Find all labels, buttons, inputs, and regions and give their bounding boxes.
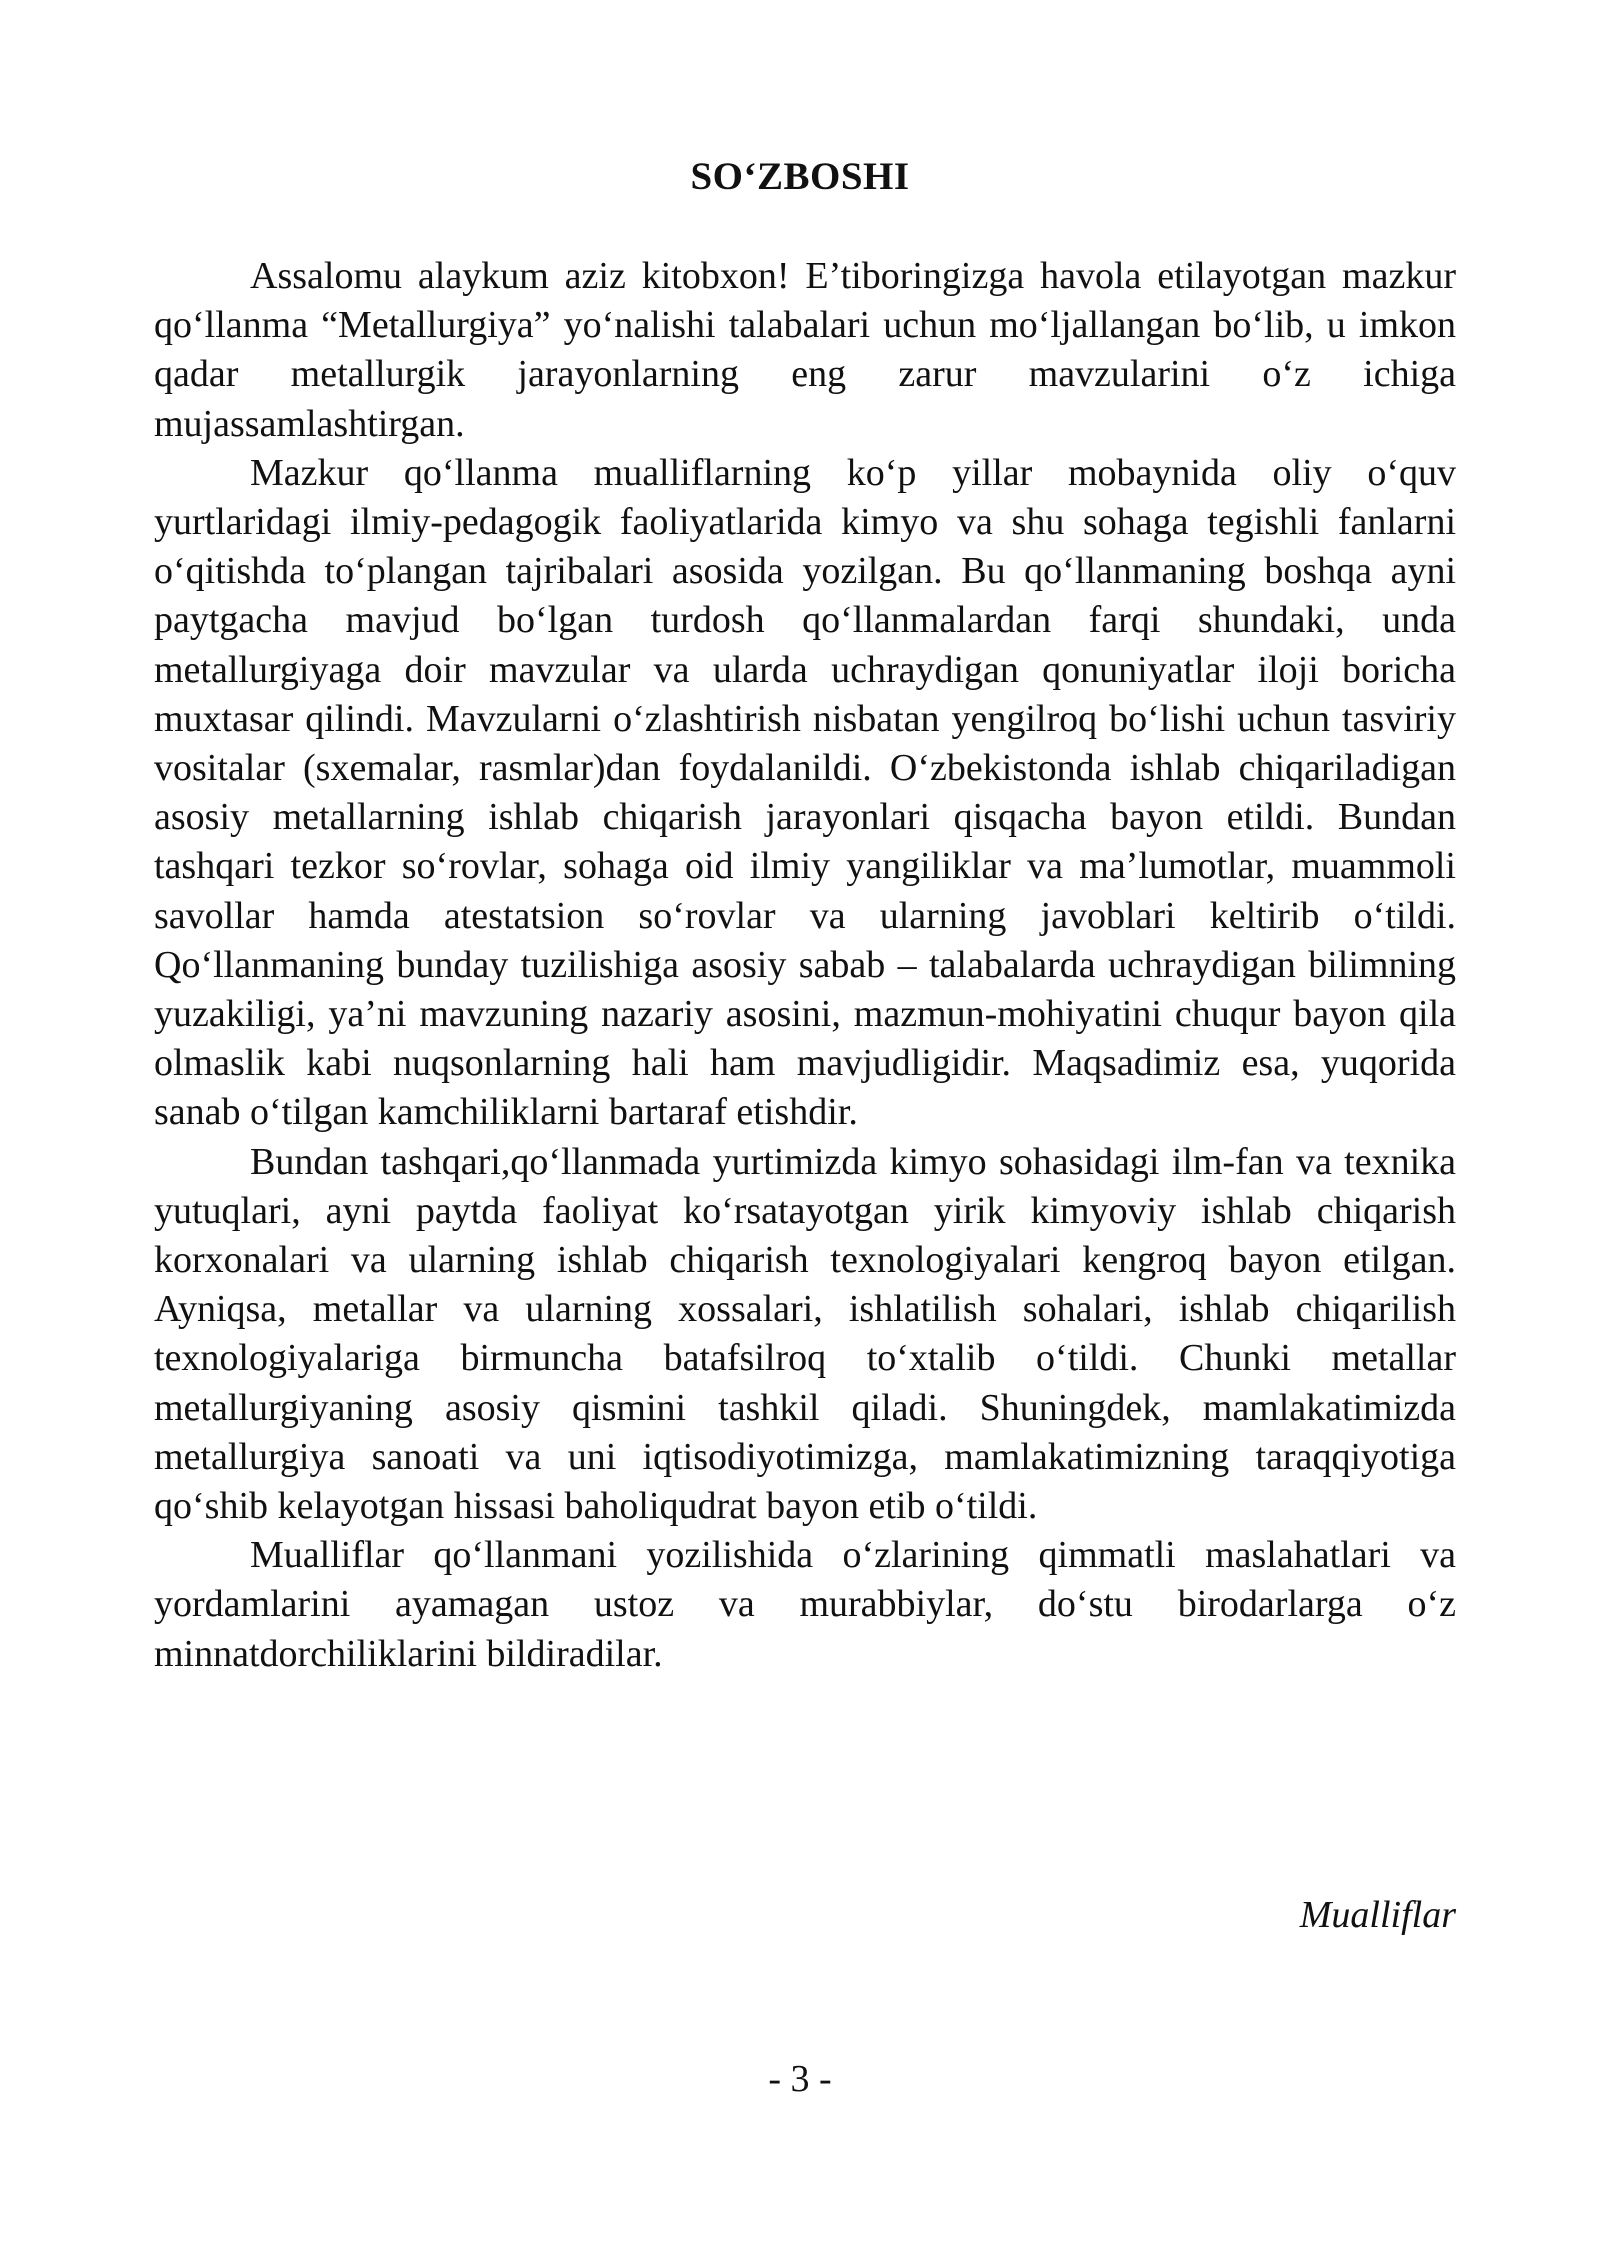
paragraph-1: Assalomu alaykum aziz kitobxon! E’tiboringizga havola etilayotgan mazkur qo‘llanma “Metallurgiya” yo‘nalishi talabalari uchun mo‘ljallangan bo‘lib, u imkon qadar metallurgik jarayonlarning eng zarur mavzularini o‘z ichiga mujassamlashtirgan.: [154, 255, 1456, 445]
paragraph-2: Mazkur qo‘llanma mualliflarning ko‘p yillar mobaynida oliy o‘quv yurtlaridagi ilmiy-pedagogik faoliyatlarida kimyo va shu sohaga tegishli fanlarni o‘qitishda to‘plangan tajribalari asosida yozilgan. Bu qo‘llanmaning boshqa ayni paytgacha mavjud bo‘lgan turdosh qo‘llanmalardan farqi shundaki, unda metallurgiyaga doir mavzular va ularda uchraydigan qonuniyatlar iloji boricha muxtasar qilindi. Mavzularni o‘zlashtirish nisbatan yengilroq bo‘lishi uchun tasviriy vositalar (sxemalar, rasmlar)dan foydalanildi. O‘zbekistonda ishlab chiqariladigan asosiy metallarning ishlab chiqarish jarayonlari qisqacha bayon etildi. Bundan tashqari tezkor so‘rovlar, sohaga oid ilmiy yangiliklar va ma’lumotlar, muammoli savollar hamda atestatsion so‘rovlar va ularning javoblari keltirib o‘tildi. Qo‘llanmaning bunday tuzilishiga asosiy sabab – talabalarda uchraydigan bilimning yuzakiligi, ya’ni mavzuning nazariy asosini, mazmun-mohiyatini chuqur bayon qila olmaslik kabi nuqsonlarning hali ham mavjudligidir. Maqsadimiz esa, yuqorida sanab o‘tilgan kamchiliklarni bartaraf etishdir.: [154, 451, 1456, 1134]
paragraph-4: Mualliflar qo‘llanmani yozilishida o‘zlarining qimmatli maslahatlari va yordamlarini ayamagan ustoz va murabbiylar, do‘stu birodarlarga o‘z minnatdorchiliklarini bildiradilar.: [154, 1534, 1456, 1675]
page-title: SO‘ZBOSHI: [690, 155, 910, 198]
body-text: [154, 252, 1456, 1679]
page-number: - 3 -: [768, 2058, 832, 2100]
signature: Mualliflar: [1299, 1894, 1456, 1936]
paragraph-3: Bundan tashqari,qo‘llanmada yurtimizda kimyo sohasidagi ilm-fan va texnika yutuqlari, ayni paytda faoliyat ko‘rsatayotgan yirik kimyoviy ishlab chiqarish korxonalari va ularning ishlab chiqarish texnologiyalari kengroq bayon etilgan. Ayniqsa, metallar va ularning xossalari, ishlatilish sohalari, ishlab chiqarilish texnologiyalariga birmuncha batafsilroq to‘xtalib o‘tildi. Chunki metallar metallurgiyaning asosiy qismini tashkil qiladi. Shuningdek, mamlakatimizda metallurgiya sanoati va uni iqtisodiyotimizga, mamlakatimizning taraqqiyotiga qo‘shib kelayotgan hissasi baholiqudrat bayon etib o‘tildi.: [154, 1140, 1456, 1528]
